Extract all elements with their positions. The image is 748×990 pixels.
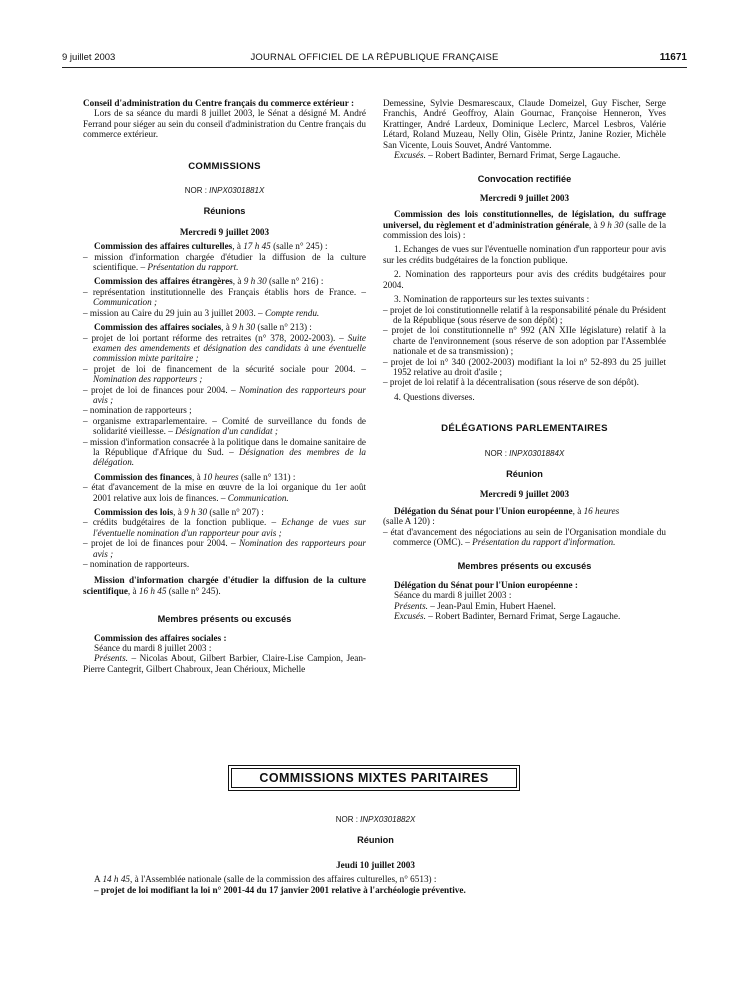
cmp-date: Jeudi 10 juillet 2003 xyxy=(336,859,415,870)
agenda-item: – mission d'information consacrée à la politique dans le domaine sanitaire de la République d'Afrique du Sud. – Désignation des membres de la délégation. xyxy=(83,436,367,468)
sociales-items xyxy=(83,333,366,468)
commission-sociales: Commission des affaires sociales, à 9 h 30 (salle n° 213) : xyxy=(94,322,312,333)
agenda-item: – projet de loi de financement de la sécurité sociale pour 2004. – Nomination des rapporteurs ; xyxy=(83,363,366,385)
page-number: 11671 xyxy=(659,52,687,63)
point-4: 4. Questions diverses. xyxy=(394,391,475,402)
cmp-title-box xyxy=(228,765,520,791)
cmp-line-1: A 14 h 45, à l'Assemblée nationale (salle de la commission des affaires culturelles, n° 6513) : xyxy=(94,874,437,885)
commission-finances: Commission des finances, à 10 heures (salle n° 131) : xyxy=(94,471,296,482)
page-header xyxy=(62,52,687,66)
point-1: 1. Echanges de vues sur l'éventuelle nomination d'un rapporteur pour avis sur les crédits budgétaires de la fonction publique. xyxy=(383,244,666,265)
right-column xyxy=(383,98,666,621)
excuses-right: Excusés. – Robert Badinter, Bernard Frimat, Serge Lagauche. xyxy=(394,611,621,622)
agenda-item: – projet de loi n° 340 (2002-2003) modifiant la loi n° 52-893 du 25 juillet 1952 relative au droit d'asile ; xyxy=(383,356,667,377)
left-column xyxy=(83,98,366,674)
journal-title: JOURNAL OFFICIEL DE LA RÉPUBLIQUE FRANÇAISE xyxy=(250,52,499,63)
point-3-items xyxy=(383,305,666,388)
membres-delegation: Délégation du Sénat pour l'Union européenne : xyxy=(394,579,578,590)
cmp-reunion-heading: Réunion xyxy=(357,835,394,846)
excuses-list: Excusés. – Robert Badinter, Bernard Frimat, Serge Lagauche. xyxy=(394,150,621,161)
point-3: 3. Nomination de rapporteurs sur les textes suivants : xyxy=(394,294,590,305)
presents-list: Présents. – Nicolas About, Gilbert Barbier, Claire-Lise Campion, Jean-Pierre Cantegrit, Gilbert Chabroux, Jean Chérioux, Michelle xyxy=(83,653,366,674)
header-date: 9 juillet 2003 xyxy=(62,52,116,63)
delegation-ue: Délégation du Sénat pour l'Union européenne, à 16 heures xyxy=(394,505,620,516)
membres-heading-right: Membres présents ou excusés xyxy=(457,561,592,572)
agenda-item: – organisme extraparlementaire. – Comité de surveillance du fonds de solidarité vieillesse. – Désignation d'un candidat ; xyxy=(83,415,367,437)
agenda-item: – état d'avancement de la mise en œuvre de la loi organique du 1er août 2001 relative aux lois de finances. – Communication. xyxy=(83,482,366,503)
etrangeres-items xyxy=(83,287,366,318)
delegations-heading: DÉLÉGATIONS PARLEMENTAIRES xyxy=(441,423,608,435)
agenda-item: – mission d'information chargée d'étudier la diffusion de la culture scientifique. – Présentation du rapport. xyxy=(83,251,366,273)
convocation-date: Mercredi 9 juillet 2003 xyxy=(479,192,570,203)
conseil-text: Lors de sa séance du mardi 8 juillet 2003, le Sénat a désigné M. André Ferrand pour siéger au sein du conseil d'administration du Centre français du commerce extérieur. xyxy=(83,108,366,140)
presents-continued: Demessine, Sylvie Desmarescaux, Claude Domeizel, Guy Fischer, Serge Franchis, André Geoffroy, Alain Gournac, Françoise Henneron, Yves Krattinger, André Lardeux, Dominique Leclerc, Marcel Lesbros, Valérie Létard, Roland Muzeau, Nelly Olin, Gisèle Printz, Janine Rozier, Michèle San Vicente, Louis Souvet, André Vantomme. xyxy=(383,98,666,150)
lois-items xyxy=(83,517,366,569)
membres-seance: Séance du mardi 8 juillet 2003 : xyxy=(94,643,212,654)
commission-culturelles: Commission des affaires culturelles, à 17 h 45 (salle n° 245) : xyxy=(94,241,328,252)
conseil-title: Conseil d'administration du Centre français du commerce extérieur : xyxy=(83,98,354,108)
mission-information: Mission d'information chargée d'étudier la diffusion de la culture scientifique, à 16 h 45 (salle n° 245). xyxy=(83,575,366,596)
agenda-item: – projet de loi relatif à la décentralisation (sous réserve de son dépôt). xyxy=(383,377,639,388)
meeting-date: Mercredi 9 juillet 2003 xyxy=(179,226,270,237)
agenda-item: – mission au Caire du 29 juin au 3 juillet 2003. – Compte rendu. xyxy=(83,307,320,318)
cmp-section xyxy=(83,815,668,895)
agenda-item: – nomination de rapporteurs ; xyxy=(83,405,192,416)
cmp-title: COMMISSIONS MIXTES PARITAIRES xyxy=(231,768,517,788)
point-2: 2. Nomination des rapporteurs pour avis des crédits budgétaires pour 2004. xyxy=(383,269,666,290)
agenda-item: – nomination de rapporteurs. xyxy=(83,559,190,570)
commissions-heading: COMMISSIONS xyxy=(188,160,261,172)
delegation-room: (salle A 120) : xyxy=(383,516,435,527)
culturelles-items xyxy=(83,252,366,273)
agenda-item: – projet de loi constitutionnelle n° 992 (AN XIIe législature) relatif à la charte de l'environnement (sous réserve de son adoption par l'Assemblée nationale et de sa transmission) ; xyxy=(383,325,666,357)
agenda-item: – projet de loi constitutionnelle relatif à la responsabilité pénale du Président de la République (sous réserve de son dépôt) ; xyxy=(383,304,666,325)
convocation-commission: Commission des lois constitutionnelles, de législation, du suffrage universel, du règlement et d'administration générale, à 9 h 30 (salle de la commission des lois) : xyxy=(383,209,667,241)
reunion-heading: Réunion xyxy=(506,468,543,479)
nor-line-cmp: NOR : INPX0301882X xyxy=(335,815,416,824)
agenda-item: – état d'avancement des négociations au sein de l'Organisation mondiale du commerce (OMC). – Présentation du rapport d'information. xyxy=(383,526,666,547)
nor-line: NOR : INPX0301881X xyxy=(184,186,265,196)
nor-line-delegations: NOR : INPX0301884X xyxy=(484,448,565,458)
commission-lois: Commission des lois, à 9 h 30 (salle n° 207) : xyxy=(94,507,264,517)
cmp-line-2: – projet de loi modifiant la loi n° 2001-44 du 17 janvier 2001 relative à l'archéologie préventive. xyxy=(94,884,466,895)
finances-items xyxy=(83,482,366,503)
agenda-item: – projet de loi portant réforme des retraites (n° 378, 2002-2003). – Suite examen des amendements et désignation des candidats à une éventuelle commission mixte paritaire ; xyxy=(83,332,366,364)
convocation-heading: Convocation rectifiée xyxy=(477,174,572,185)
agenda-item: – projet de loi de finances pour 2004. – Nomination des rapporteurs pour avis ; xyxy=(83,538,366,559)
delegation-items xyxy=(383,527,666,548)
presents-right: Présents. – Jean-Paul Emin, Hubert Haenel. xyxy=(394,600,556,611)
membres-commission: Commission des affaires sociales : xyxy=(94,632,227,643)
header-rule xyxy=(62,67,687,68)
agenda-item: – crédits budgétaires de la fonction publique. – Echange de vues sur l'éventuelle nomination d'un rapporteur pour avis ; xyxy=(83,517,366,538)
agenda-item: – représentation institutionnelle des Français établis hors de France. – Communication ; xyxy=(83,286,366,308)
membres-heading: Membres présents ou excusés xyxy=(157,614,292,625)
delegation-date: Mercredi 9 juillet 2003 xyxy=(479,489,570,500)
membres-seance-right: Séance du mardi 8 juillet 2003 : xyxy=(394,590,512,601)
commission-etrangeres: Commission des affaires étrangères, à 9 h 30 (salle n° 216) : xyxy=(94,276,324,287)
reunions-heading: Réunions xyxy=(203,206,246,217)
agenda-item: – projet de loi de finances pour 2004. – Nomination des rapporteurs pour avis ; xyxy=(83,384,366,405)
